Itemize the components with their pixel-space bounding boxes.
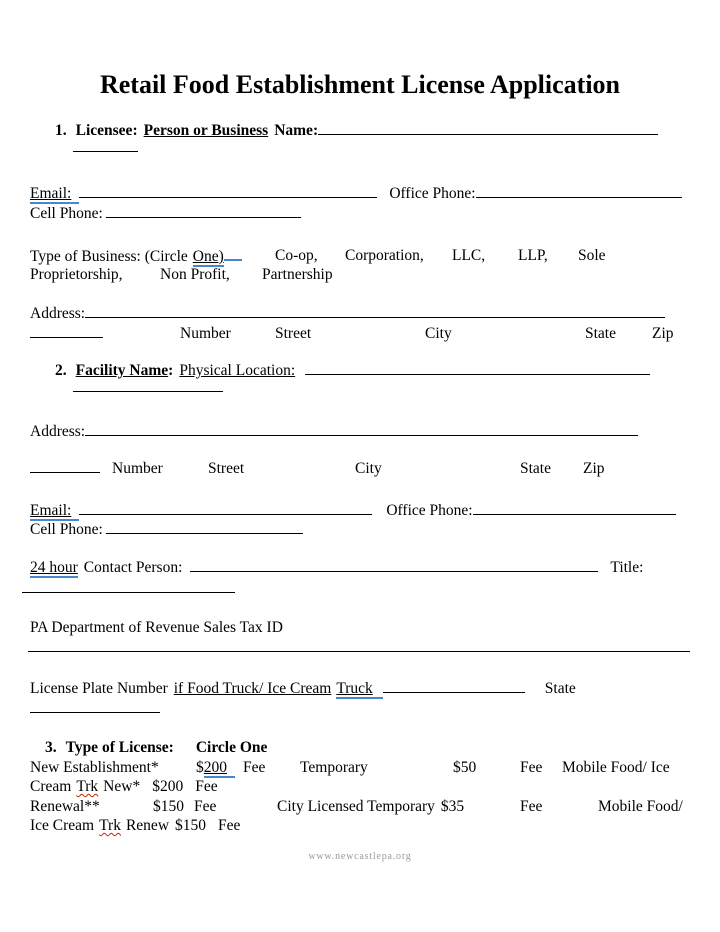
address2-row [30,422,638,441]
fee-word: Fee [520,798,543,815]
address-col-zip: Zip [652,325,674,342]
website-footer: www.newcastlepa.org [308,851,412,862]
fee-amount: $200 [152,778,184,795]
circle-one-instruction: Circle One [195,739,268,756]
contact2-cell-row [30,520,303,539]
fee-item-name: City Licensed Temporary [277,798,435,815]
fee-amount: $150 [153,798,184,815]
business-option: LLC, [452,247,486,264]
facility-blank-continued [73,391,223,392]
address2-blank-continued [30,472,100,473]
license-type-heading [45,738,267,757]
item2-number: 2. [55,362,67,379]
fee-item-name: Cream [30,778,72,795]
food-truck-underlined: if Food Truck/ Ice Cream [173,680,332,697]
24-hour-marked: 24 hour [30,559,78,576]
license-plate-blank [383,679,525,693]
business-type-label: Type of Business: (Circle [30,248,188,265]
circle-one-marked: One) [192,248,224,265]
facility-separator: : [168,362,174,379]
contact1-cell-row [30,204,301,223]
licensee-line [55,121,658,140]
title-label: Title: [610,559,644,576]
licensee-label: Licensee: [75,122,138,139]
sales-tax-label: PA Department of Revenue Sales Tax ID [30,619,283,636]
address1-blank-continued [30,337,103,338]
business-option: LLP, [518,247,548,264]
fee-word: Fee [218,817,241,834]
contact-person-blank-continued [22,592,235,593]
address-col-street: Street [208,460,245,477]
contact2-email-row [30,501,676,520]
fee-amount: $150 [175,817,207,834]
address-col-number: Number [112,460,163,477]
address-col-zip: Zip [583,460,605,477]
truck-marked: Truck [336,680,382,699]
contact-person-blank [190,558,598,572]
business-option: Proprietorship, [30,266,123,283]
license-plate-label: License Plate Number [30,680,168,697]
licensee-name-blank-continued [73,151,138,152]
address-col-state: State [520,460,551,477]
cell-phone-label: Cell Phone: [30,521,103,538]
license-plate-blank-continued [30,712,160,713]
contact-person-row [30,558,643,577]
fee-amount: $35 [440,798,465,815]
address1-row [30,304,665,323]
license-plate-row [30,679,576,698]
address-col-city: City [425,325,452,342]
address-col-city: City [355,460,382,477]
physical-location-label: Physical Location: [179,362,296,379]
fee-amount-marked: 200 [204,759,235,778]
business-option: Non Profit, [160,266,230,283]
fee-row-mobile-new [30,777,218,796]
office-phone-blank [476,184,682,198]
business-type-line [30,246,242,266]
business-option: Sole [578,247,606,264]
fee-word: Fee [520,759,543,776]
contact-person-label: Contact Person: [83,559,183,576]
address-blank [85,304,665,318]
fee-word: Fee [195,778,218,795]
business-option: Co-op, [275,247,318,264]
licensee-name-blank [318,121,658,135]
fee-word: Fee [243,759,266,776]
business-option: Partnership [262,266,333,283]
fee-amount: $50 [453,759,477,776]
fee-item-name: Renewal** [30,798,100,815]
trk-misspelled: Trk [99,817,121,834]
cell-phone-label: Cell Phone: [30,205,103,222]
type-of-license-label: Type of License: [65,739,174,756]
office-phone-label: Office Phone: [386,502,473,519]
circle-one-blank [224,246,242,261]
facility-location-blank [305,361,650,375]
fee-item-group [277,797,464,816]
business-option: Corporation, [345,247,424,264]
cell-phone-blank [106,204,301,218]
facility-name-label: Facility Name [75,362,169,379]
email-blank [79,501,372,515]
address-label: Address: [30,423,86,440]
office-phone-label: Office Phone: [389,185,476,202]
sales-tax-blank [28,651,690,652]
sales-tax-row [30,618,283,637]
email-label: Email: [30,185,79,204]
fee-row-mobile-renew [30,816,240,835]
fee-amount-group [153,797,216,816]
fee-amount-group [196,758,265,777]
fee-item-name: Mobile Food/ [598,798,683,815]
facility-line [55,361,650,380]
fee-word: Fee [194,798,217,815]
contact1-email-row [30,184,682,203]
email-label: Email: [30,502,79,521]
fee-item-name: Ice Cream [30,817,95,834]
address-label: Address: [30,305,86,322]
item3-number: 3. [45,739,57,756]
fee-item-name: New* [103,778,141,795]
state-label: State [544,680,576,697]
item1-number: 1. [55,122,67,139]
name-label: Name: [274,122,319,139]
cell-phone-blank [106,520,303,534]
fee-item-name: Mobile Food/ Ice [562,759,670,776]
office-phone-blank [473,501,676,515]
email-blank [79,184,377,198]
fee-item-name: New Establishment* [30,759,159,776]
fee-item-name: Renew [125,817,170,834]
address-col-state: State [585,325,616,342]
person-or-business-label: Person or Business [143,122,269,139]
address-col-number: Number [180,325,231,342]
fee-item-name: Temporary [300,759,368,776]
currency-sign: $ [196,759,204,776]
form-title: Retail Food Establishment License Application [99,70,621,99]
trk-misspelled: Trk [76,778,99,795]
address-col-street: Street [275,325,312,342]
address-blank [85,422,638,436]
